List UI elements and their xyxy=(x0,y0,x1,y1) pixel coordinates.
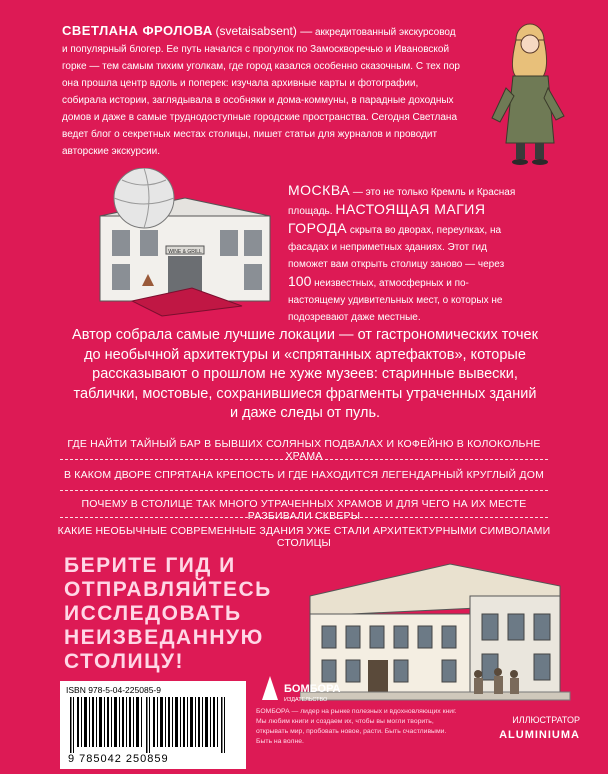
publisher-logo-sub: ИЗДАТЕЛЬСТВО xyxy=(284,697,328,703)
cta-heading: БЕРИТЕ ГИД И ОТПРАВЛЯЙТЕСЬ ИССЛЕДОВАТЬ НЕИЗВЕДАННУЮ СТОЛИЦУ! xyxy=(64,554,272,673)
moscow-highlight: НАСТОЯЩАЯ МАГИЯ ГОРОДА xyxy=(288,201,486,236)
moscow-block xyxy=(288,182,523,326)
moscow-text-3: неизвестных, атмосферных и по-настоящему удивительных мест, о которых не подозревают даже местные. xyxy=(288,278,503,323)
barcode-number: 9 785042 250859 xyxy=(68,753,169,765)
publisher-logo-text: БОМБОРА xyxy=(284,683,341,695)
barcode-box xyxy=(60,681,246,769)
moscow-number: 100 xyxy=(288,273,312,289)
bullet-divider xyxy=(60,490,548,491)
moscow-text-2: скрыта во дворах, переулках, на фасадах и неприметных зданиях. Этот гид поможет вам открыть столицу заново — через xyxy=(288,225,505,270)
illustrator-name: ALUMINIUMA xyxy=(499,729,580,741)
building-sign-text: WINE & GRILL xyxy=(168,249,202,255)
bombora-logo-icon xyxy=(258,672,282,702)
author-name: СВЕТЛАНА ФРОЛОВА xyxy=(62,23,213,38)
bullet-item-1: ГДЕ НАЙТИ ТАЙНЫЙ БАР В БЫВШИХ СОЛЯНЫХ ПОДВАЛАХ И КОФЕЙНЮ В КОЛОКОЛЬНЕ ХРАМА xyxy=(67,438,541,462)
bullet-item-3: ПОЧЕМУ В СТОЛИЦЕ ТАК МНОГО УТРАЧЕННЫХ ХРАМОВ И ДЛЯ ЧЕГО НА ИХ МЕСТЕ РАЗБИВАЛИ СКВЕРЫ xyxy=(81,498,527,522)
moscow-city: МОСКВА xyxy=(288,182,351,198)
illustrator-label: ИЛЛЮСТРАТОР xyxy=(512,715,580,725)
author-bio-text: аккредитованный экскурсовод и популярный блогер. Ее путь начался с прогулок по Замоскворечью и Ивановской горке — тем самым тихим уголкам, где город казался особенно сказочным. С тех пор она прошла центр вдоль и поперек: изучала архивные карты и фотографии, собирала истории, заглядывала в особняки и дома-коммуны, в парадные доходных домов и даже в самые труднодоступные городские пространства. Сегодня Светлана ведет блог о секретных местах столицы, пишет статьи для журналов и проводит авторские экскурсии. xyxy=(62,27,460,157)
author-bio-block xyxy=(62,22,462,160)
author-handle: (svetaisabsent) — xyxy=(215,24,313,38)
bullet-divider xyxy=(60,517,548,518)
barcode-bars xyxy=(68,697,238,753)
author-illustration xyxy=(478,18,578,168)
isbn-text: ISBN 978-5-04-225085-9 xyxy=(66,685,161,695)
bullet-item-4: КАКИЕ НЕОБЫЧНЫЕ СОВРЕМЕННЫЕ ЗДАНИЯ УЖЕ СТАЛИ АРХИТЕКТУРНЫМИ СИМВОЛАМИ СТОЛИЦЫ xyxy=(57,525,551,549)
bullet-item-2: В КАКОМ ДВОРЕ СПРЯТАНА КРЕПОСТЬ И ГДЕ НАХОДИТСЯ ЛЕГЕНДАРНЫЙ КРУГЛЫЙ ДОМ xyxy=(63,469,545,481)
mansion-illustration xyxy=(300,556,590,706)
bullet-divider xyxy=(60,459,548,460)
intro-paragraph: Автор собрала самые лучшие локации — от гастрономических точек до необычной архитектуры и «спрятанных артефактов», которые рассказывают о прошлом не хуже музеев: старинные вывески, таблички, мостовые, сохранившиеся фрагменты утраченных зданий и даже следы от пуль. xyxy=(72,327,538,421)
publisher-description: БОМБОРА — лидер на рынке полезных и вдохновляющих книг. Мы любим книги и создаем их, чтобы вы могли творить, открывать мир, пробовать новое, расти. Быть счастливыми. Быть на волне. xyxy=(256,708,457,745)
building-sphere-illustration xyxy=(92,168,282,318)
moscow-text-1: — это не только Кремль и Красная площадь. xyxy=(288,187,516,217)
